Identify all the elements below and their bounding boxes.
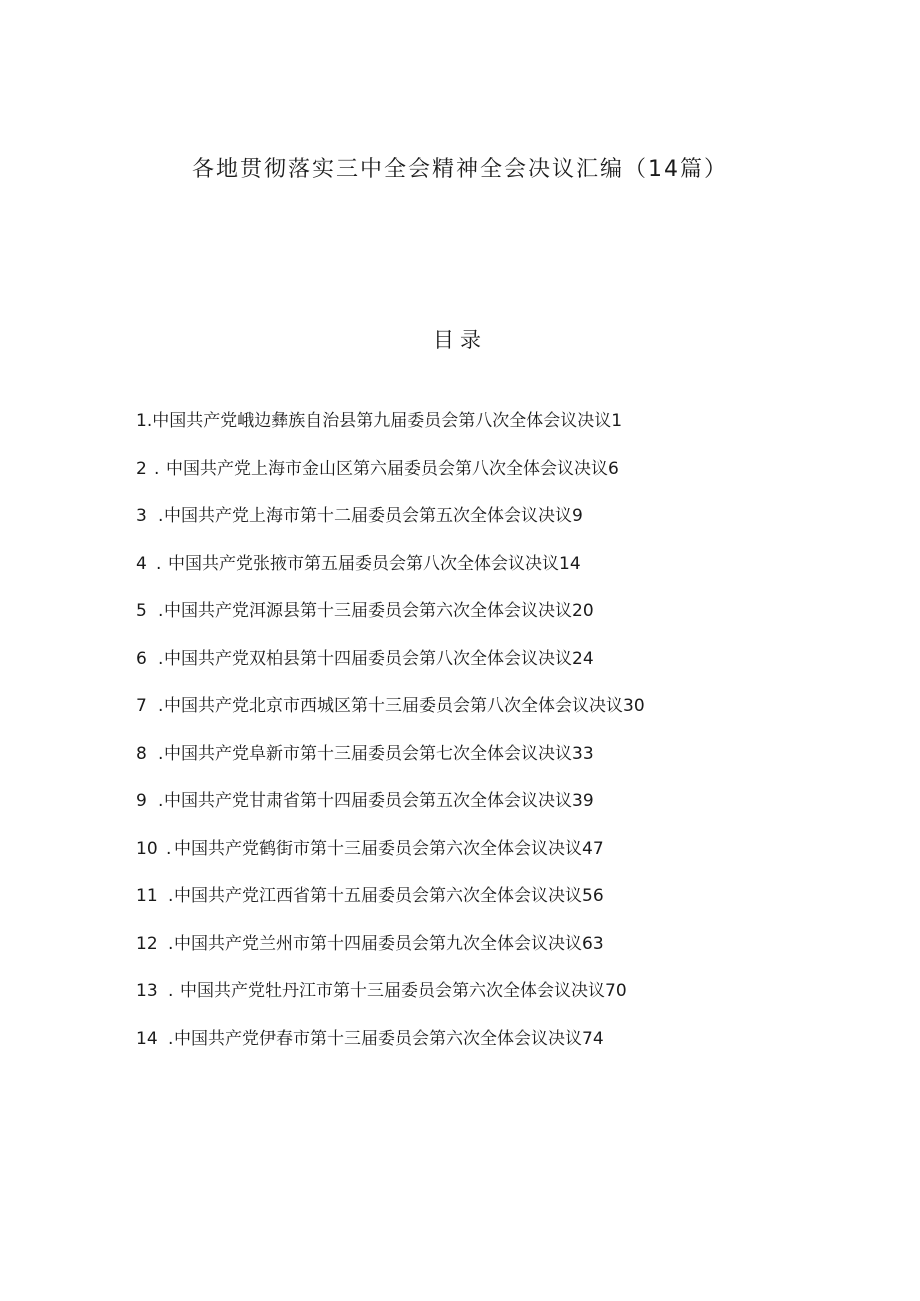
toc-item-page: 56	[582, 886, 604, 906]
toc-item-page: 39	[572, 791, 594, 811]
toc-item-separator: .	[154, 458, 160, 479]
toc-item-number: 6	[136, 648, 147, 669]
toc-item-page: 9	[572, 506, 583, 526]
toc-item-separator: .	[158, 696, 164, 716]
toc-item-number: 4	[136, 553, 147, 574]
toc-item-number: 3	[136, 506, 147, 526]
toc-item-page: 70	[605, 981, 627, 1001]
toc-item-title: 中国共产党江西省第十五届委员会第六次全体会议决议	[174, 886, 582, 906]
toc-item-separator: .	[158, 506, 164, 526]
document-title: 各地贯彻落实三中全会精神全会决议汇编（14篇）	[192, 157, 728, 182]
toc-item[interactable]	[136, 834, 856, 882]
toc-item[interactable]	[136, 929, 856, 977]
toc-item-number: 2	[136, 458, 147, 479]
toc-item-title: 中国共产党洱源县第十三届委员会第六次全体会议决议	[164, 601, 572, 621]
toc-item[interactable]	[136, 976, 856, 1024]
toc-item[interactable]	[136, 691, 856, 739]
toc-item-separator: .	[146, 411, 153, 431]
toc-item-number: 13	[136, 981, 158, 1001]
toc-item-separator: .	[158, 791, 164, 811]
toc-item-number: 11	[136, 886, 158, 906]
toc-item-page: 63	[582, 933, 604, 954]
toc-item[interactable]	[136, 786, 856, 834]
toc-item-separator: .	[158, 648, 164, 669]
toc-item-title: 中国共产党上海市第十二届委员会第五次全体会议决议	[164, 506, 572, 526]
toc-item-title: 中国共产党阜新市第十三届委员会第七次全体会议决议	[164, 743, 572, 764]
toc-item-separator: .	[168, 886, 174, 906]
toc-item-separator: .	[158, 743, 164, 764]
toc-item-separator: .	[166, 838, 172, 859]
toc-item-number: 12	[136, 933, 158, 954]
toc-item-page: 74	[582, 1028, 604, 1049]
toc-item-title: 中国共产党兰州市第十四届委员会第九次全体会议决议	[174, 933, 582, 954]
toc-item[interactable]	[136, 739, 856, 787]
toc-item[interactable]	[136, 596, 856, 644]
toc-item-separator: .	[168, 933, 174, 954]
toc-item-title: 中国共产党牡丹江市第十三届委员会第六次全体会议决议	[180, 981, 605, 1001]
toc-item-page: 6	[608, 458, 619, 479]
toc-item[interactable]	[136, 644, 856, 692]
toc-item-number: 5	[136, 601, 147, 621]
toc-item-separator: .	[168, 981, 174, 1001]
toc-item-number: 10	[136, 838, 158, 859]
toc-item[interactable]	[136, 501, 856, 549]
toc-item[interactable]	[136, 549, 856, 597]
toc-item-number: 9	[136, 791, 147, 811]
toc-item[interactable]	[136, 1024, 856, 1072]
toc-item-page: 20	[572, 601, 594, 621]
toc-item-title: 中国共产党张掖市第五届委员会第八次全体会议决议	[168, 553, 559, 574]
toc-item-title: 中国共产党鹤街市第十三届委员会第六次全体会议决议	[174, 838, 582, 859]
toc-item[interactable]	[136, 454, 856, 502]
toc-item-number: 8	[136, 743, 147, 764]
toc-item[interactable]	[136, 406, 856, 454]
toc-item-page: 1	[611, 411, 623, 431]
toc-item-separator: .	[156, 553, 162, 574]
toc-heading: 目录	[433, 328, 487, 352]
toc-item-page: 30	[623, 696, 645, 716]
toc-item-title: 中国共产党伊春市第十三届委员会第六次全体会议决议	[174, 1028, 582, 1049]
toc-item-number: 7	[136, 696, 147, 716]
toc-item[interactable]	[136, 881, 856, 929]
toc-item-number: 1	[136, 411, 147, 431]
toc-item-title: 中国共产党北京市西城区第十三届委员会第八次全体会议决议	[164, 696, 623, 716]
toc-item-title: 中国共产党峨边彝族自治县第九届委员会第八次全体会议决议	[152, 411, 612, 431]
toc-item-separator: .	[168, 1028, 174, 1049]
toc-list	[136, 406, 856, 1071]
toc-item-title: 中国共产党上海市金山区第六届委员会第八次全体会议决议	[166, 458, 608, 479]
toc-item-page: 33	[572, 743, 594, 764]
toc-item-separator: .	[158, 601, 164, 621]
toc-item-page: 47	[582, 838, 604, 859]
toc-item-title: 中国共产党双柏县第十四届委员会第八次全体会议决议	[164, 648, 572, 669]
toc-item-title: 中国共产党甘肃省第十四届委员会第五次全体会议决议	[164, 791, 572, 811]
toc-item-number: 14	[136, 1028, 158, 1049]
toc-item-page: 14	[559, 553, 581, 574]
toc-item-page: 24	[572, 648, 594, 669]
